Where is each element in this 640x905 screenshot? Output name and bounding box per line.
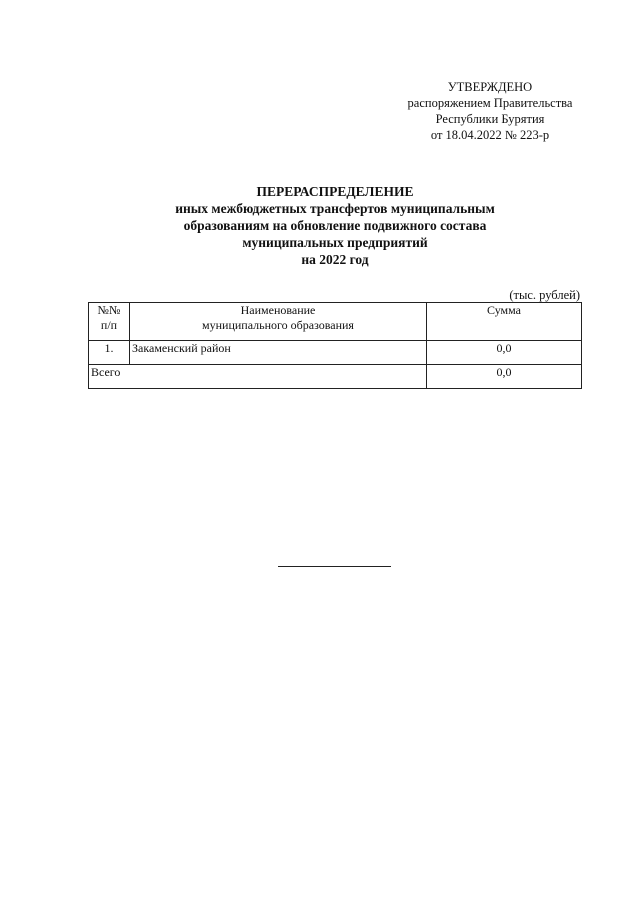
row-name: Закаменский район bbox=[130, 341, 427, 365]
row-number: 1. bbox=[89, 341, 130, 365]
table-total-row bbox=[89, 365, 582, 389]
header-number-line-1: №№ bbox=[97, 303, 121, 317]
approval-republic: Республики Бурятия bbox=[435, 112, 545, 126]
approval-heading: УТВЕРЖДЕНО bbox=[447, 80, 533, 94]
approval-block bbox=[390, 79, 590, 143]
table-header-row bbox=[89, 303, 582, 341]
total-sum: 0,0 bbox=[427, 365, 582, 389]
title-line-1: ПЕРЕРАСПРЕДЕЛЕНИЕ bbox=[256, 184, 414, 199]
header-name bbox=[130, 303, 427, 341]
units-note: (тыс. рублей) bbox=[509, 288, 580, 302]
title-line-3: образованиям на обновление подвижного состава bbox=[183, 218, 487, 233]
total-label: Всего bbox=[89, 365, 427, 389]
approval-date-number: от 18.04.2022 № 223-р bbox=[430, 128, 550, 142]
header-name-line-2: муниципального образования bbox=[202, 318, 354, 332]
approval-decree: распоряжением Правительства bbox=[407, 96, 573, 110]
table-row bbox=[89, 341, 582, 365]
transfers-table bbox=[88, 302, 582, 389]
document-title bbox=[120, 183, 550, 268]
header-number-line-2: п/п bbox=[100, 318, 118, 332]
title-line-4: муниципальных предприятий bbox=[242, 235, 428, 250]
header-name-line-1: Наименование bbox=[240, 303, 316, 317]
header-sum: Сумма bbox=[427, 303, 582, 341]
row-sum: 0,0 bbox=[427, 341, 582, 365]
closing-line bbox=[278, 566, 391, 567]
header-number bbox=[89, 303, 130, 341]
title-line-5: на 2022 год bbox=[301, 252, 369, 267]
title-line-2: иных межбюджетных трансфертов муниципальным bbox=[175, 201, 495, 216]
